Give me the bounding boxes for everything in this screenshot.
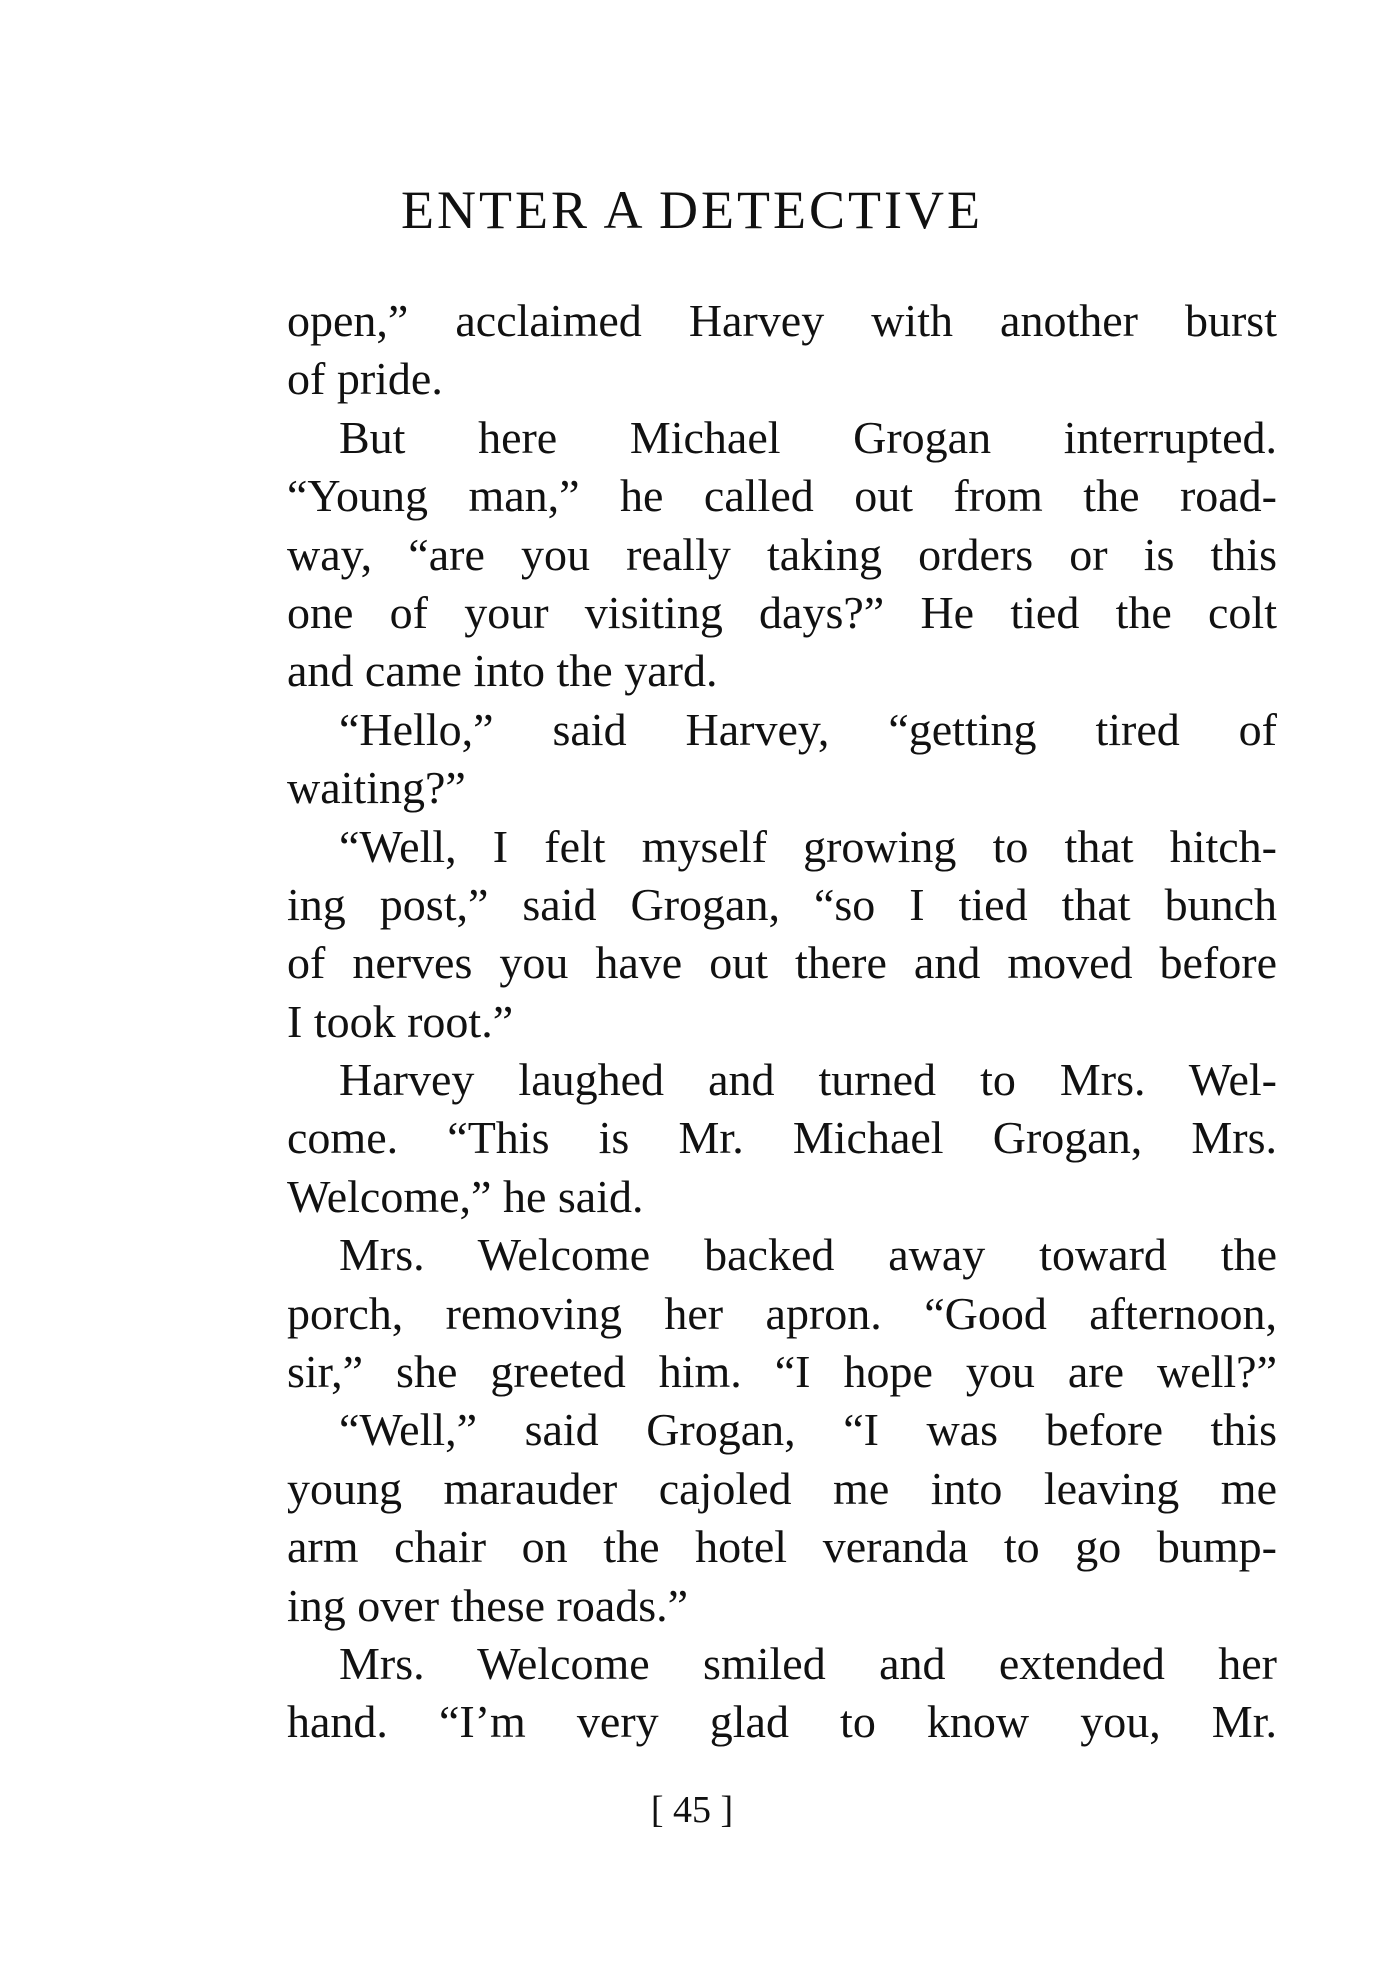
text-line: of nerves you have out there and moved before	[287, 937, 1277, 989]
body-text	[287, 292, 1277, 1752]
text-line: Mrs. Welcome backed away toward the	[339, 1229, 1277, 1281]
text-line: sir,” she greeted him. “I hope you are well?”	[287, 1346, 1277, 1398]
text-line: waiting?”	[287, 762, 466, 814]
text-line: ing post,” said Grogan, “so I tied that bunch	[287, 878, 1277, 930]
text-line: young marauder cajoled me into leaving me	[287, 1462, 1277, 1514]
text-line: I took root.”	[287, 995, 514, 1047]
text-line: “Hello,” said Harvey, “getting tired of	[339, 703, 1277, 755]
text-line: “Well, I felt myself growing to that hitch-	[339, 820, 1277, 872]
text-line: Mrs. Welcome smiled and extended her	[339, 1637, 1277, 1689]
text-line: Welcome,” he said.	[287, 1170, 644, 1222]
text-line: ing over these roads.”	[287, 1579, 689, 1631]
text-line: come. “This is Mr. Michael Grogan, Mrs.	[287, 1112, 1277, 1164]
text-line: arm chair on the hotel veranda to go bump-	[287, 1521, 1277, 1573]
text-line: and came into the yard.	[287, 645, 718, 697]
text-line: Harvey laughed and turned to Mrs. Wel-	[339, 1054, 1277, 1106]
text-line: way, “are you really taking orders or is this	[287, 528, 1277, 580]
text-line: one of your visiting days?” He tied the colt	[287, 586, 1277, 638]
text-line: porch, removing her apron. “Good afternoon,	[287, 1287, 1277, 1339]
text-line: of pride.	[287, 353, 443, 405]
text-line: hand. “I’m very glad to know you, Mr.	[287, 1696, 1277, 1748]
text-line: “Young man,” he called out from the road-	[287, 470, 1277, 522]
text-line: “Well,” said Grogan, “I was before this	[339, 1404, 1277, 1456]
text-line: open,” acclaimed Harvey with another burst	[287, 295, 1277, 346]
page-number: [ 45 ]	[650, 1789, 734, 1831]
running-head: ENTER A DETECTIVE	[401, 180, 983, 240]
text-line: But here Michael Grogan interrupted.	[339, 411, 1277, 463]
